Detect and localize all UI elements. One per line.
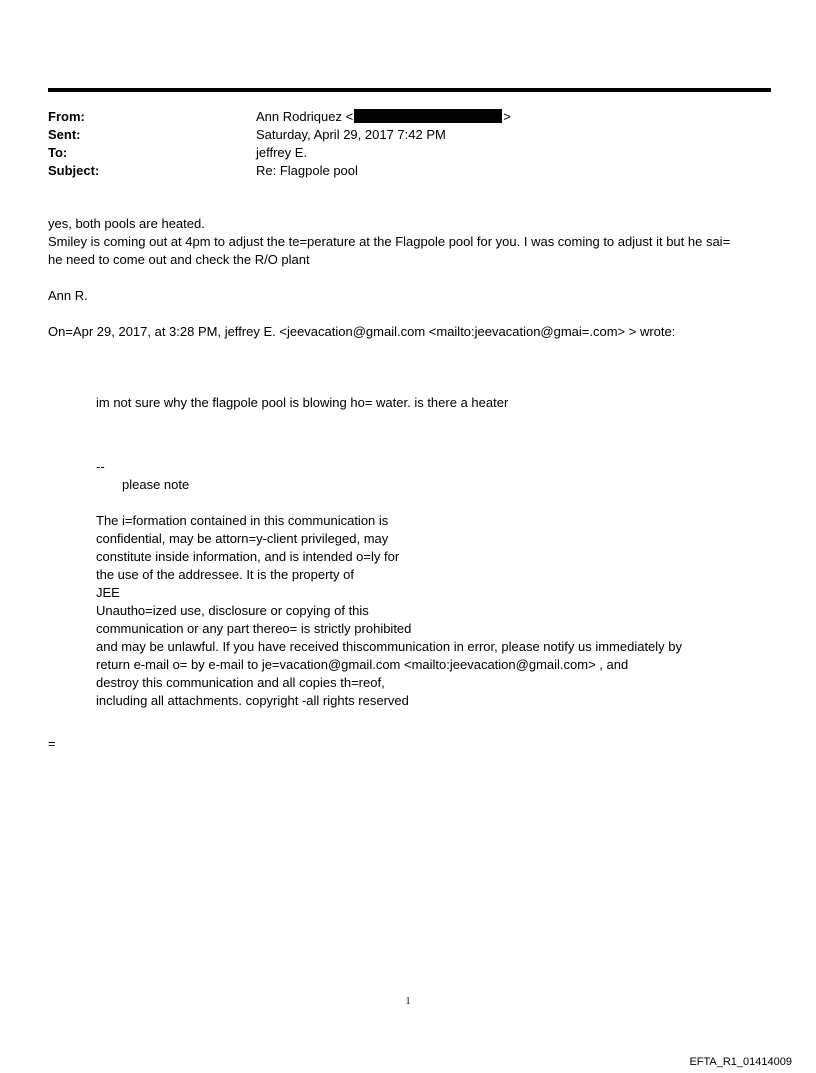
please-note: please note [122, 477, 190, 492]
bates-number: EFTA_R1_01414009 [689, 1056, 792, 1068]
disclaimer-line: constitute inside information, and is intended o=ly for [96, 549, 400, 564]
subject-label: Subject: [48, 163, 100, 178]
redaction-box [354, 109, 502, 123]
signature-dashes: -- [96, 459, 105, 474]
body-line: yes, both pools are heated. [48, 216, 205, 231]
disclaimer-line: destroy this communication and all copies th=reof, [96, 675, 385, 690]
quoted-message [96, 394, 756, 710]
sent-value: Saturday, April 29, 2017 7:42 PM [256, 127, 446, 142]
from-label: From: [48, 109, 85, 124]
email-body [48, 215, 772, 341]
email-header [48, 108, 768, 180]
to-row [48, 144, 768, 162]
to-label: To: [48, 145, 68, 160]
sent-row [48, 126, 768, 144]
disclaimer-line: Unautho=ized use, disclosure or copying of this [96, 603, 369, 618]
disclaimer-line: including all attachments. copyright -all rights reserved [96, 693, 409, 708]
quoted-text: im not sure why the flagpole pool is blowing ho= water. is there a heater [96, 395, 509, 410]
sent-label: Sent: [48, 127, 81, 142]
from-value [256, 108, 768, 126]
body-line: he need to come out and check the R/O plant [48, 252, 310, 267]
body-line: Smiley is coming out at 4pm to adjust the te=perature at the Flagpole pool for you. I was coming to adjust it but he sai= [48, 234, 731, 249]
disclaimer-line: confidential, may be attorn=y-client privileged, may [96, 531, 389, 546]
disclaimer-line: and may be unlawful. If you have received thiscommunication in error, please notify us immediately by [96, 639, 683, 654]
trailing-equals: = [48, 736, 56, 751]
disclaimer [96, 512, 756, 710]
quote-intro: On=Apr 29, 2017, at 3:28 PM, jeffrey E. <jeevacation@gmail.com <mailto:jeevacation@gmai=.com> > wrote: [48, 324, 676, 339]
subject-row [48, 162, 768, 180]
to-value: jeffrey E. [256, 145, 308, 160]
sender-name: Ann Rodriquez < [256, 109, 354, 124]
disclaimer-line: The i=formation contained in this communication is [96, 513, 389, 528]
signoff: Ann R. [48, 288, 88, 303]
from-row [48, 108, 768, 126]
disclaimer-line: the use of the addressee. It is the property of [96, 567, 354, 582]
disclaimer-line: communication or any part thereo= is strictly prohibited [96, 621, 412, 636]
subject-value: Re: Flagpole pool [256, 163, 358, 178]
page-number: 1 [405, 996, 411, 1007]
disclaimer-line: return e-mail o= by e-mail to je=vacation@gmail.com <mailto:jeevacation@gmail.com> , and [96, 657, 629, 672]
sender-close: > [503, 109, 511, 124]
header-rule [48, 88, 771, 92]
disclaimer-line: JEE [96, 585, 120, 600]
